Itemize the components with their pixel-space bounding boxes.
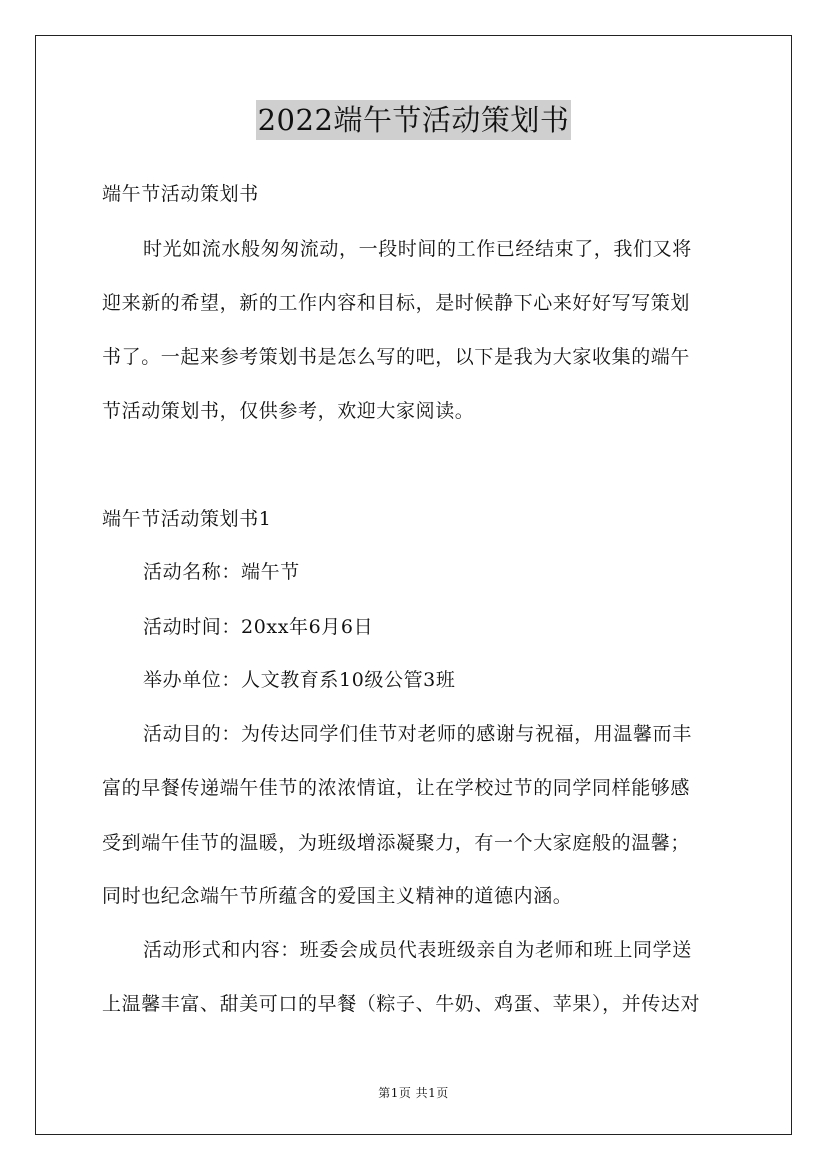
paragraph-line: 时光如流水般匆匆流动，一段时间的工作已经结束了，我们又将 <box>143 238 692 260</box>
title-container <box>0 100 827 140</box>
paragraph-line: 书了。一起来参考策划书是怎么写的吧，以下是我为大家收集的端午 <box>102 346 691 368</box>
paragraph-line: 节活动策划书，仅供参考，欢迎大家阅读。 <box>102 400 475 422</box>
paragraph-line: 活动时间：20xx年6月6日 <box>143 616 374 638</box>
section-heading: 端午节活动策划书 <box>102 183 259 205</box>
paragraph-line: 上温馨丰富、甜美可口的早餐（粽子、牛奶、鸡蛋、苹果），并传达对 <box>102 993 701 1015</box>
paragraph-line: 受到端午佳节的温暖，为班级增添凝聚力，有一个大家庭般的温馨； <box>102 832 691 854</box>
page-footer: 第1页 共1页 <box>378 1086 449 1100</box>
document-title: 2022端午节活动策划书 <box>256 100 572 140</box>
section-heading: 端午节活动策划书1 <box>102 508 272 530</box>
paragraph-line: 活动目的：为传达同学们佳节对老师的感谢与祝福，用温馨而丰 <box>143 723 692 745</box>
paragraph-line: 富的早餐传递端午佳节的浓浓情谊，让在学校过节的同学同样能够感 <box>102 777 691 799</box>
paragraph-line: 活动名称：端午节 <box>143 561 300 583</box>
paragraph-line: 同时也纪念端午节所蕴含的爱国主义精神的道德内涵。 <box>102 885 573 907</box>
paragraph-line: 迎来新的希望，新的工作内容和目标，是时候静下心来好好写写策划 <box>102 292 691 314</box>
paragraph-line: 活动形式和内容：班委会成员代表班级亲自为老师和班上同学送 <box>143 939 692 961</box>
paragraph-line: 举办单位：人文教育系10级公管3班 <box>143 669 456 691</box>
